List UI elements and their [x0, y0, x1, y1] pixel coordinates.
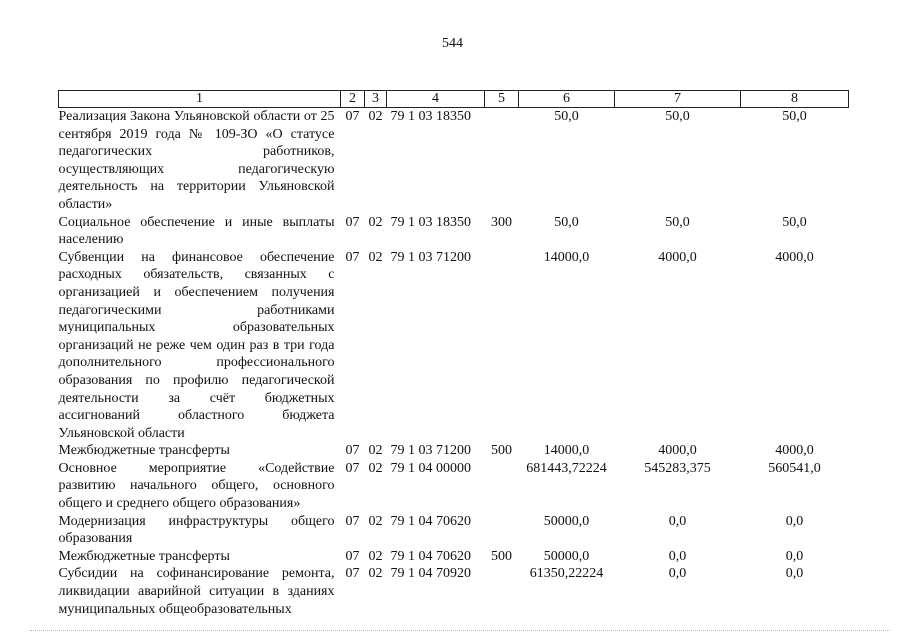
cell-section: 07 [345, 214, 360, 230]
cell-amount-6: 50,0 [554, 214, 579, 230]
cell-amount-8: 4000,0 [775, 249, 814, 265]
cell-target-code: 79 1 03 18350 [390, 214, 471, 230]
cell-amount-6: 14000,0 [543, 443, 590, 459]
cell-expense-type: 300 [491, 214, 512, 230]
cell-amount-7: 0,0 [668, 566, 687, 582]
cell-amount-6: 50000,0 [543, 513, 590, 529]
cell-section: 07 [345, 548, 360, 564]
cell-target-code: 79 1 03 18350 [390, 109, 471, 124]
table-row [59, 548, 849, 566]
cell-amount-7: 50,0 [665, 109, 690, 124]
cell-amount-8: 0,0 [785, 513, 804, 529]
cell-expense-type [485, 513, 519, 548]
cell-expense-type [485, 108, 519, 214]
cell-amount-6: 50,0 [554, 109, 579, 124]
cell-section: 07 [345, 249, 360, 265]
column-header: 3 [365, 91, 387, 108]
cell-amount-6: 50000,0 [543, 548, 590, 564]
table-row [59, 108, 849, 214]
cell-amount-8: 50,0 [782, 214, 807, 230]
page-number: 544 [442, 36, 463, 51]
table-row [59, 214, 849, 249]
cell-section: 07 [345, 109, 360, 124]
cell-section: 07 [345, 566, 360, 582]
cell-subsection: 02 [368, 566, 383, 582]
cell-amount-7: 4000,0 [658, 249, 697, 265]
cell-subsection: 02 [368, 249, 383, 265]
cell-amount-6: 681443,72224 [526, 460, 607, 476]
header-row [59, 91, 849, 108]
cell-target-code: 79 1 03 71200 [390, 249, 471, 265]
row-name: Межбюджетные трансферты [58, 548, 230, 564]
cell-subsection: 02 [368, 513, 383, 529]
row-name: Социальное обеспечение и иные выплаты населению [58, 214, 335, 248]
cell-expense-type: 500 [491, 443, 512, 459]
row-name: Межбюджетные трансферты [58, 443, 230, 459]
row-name: Субсидии на софинансирование ремонта, ликвидации аварийной ситуации в зданиях муниципальных общеобразовательных [58, 566, 335, 617]
cell-subsection: 02 [368, 214, 383, 230]
cell-amount-6: 14000,0 [543, 249, 590, 265]
column-header: 8 [741, 91, 849, 108]
cell-section: 07 [345, 460, 360, 476]
cell-subsection: 02 [368, 109, 383, 124]
cell-expense-type [485, 565, 519, 618]
column-header: 5 [485, 91, 519, 108]
cell-amount-8: 0,0 [785, 566, 804, 582]
cell-amount-8: 0,0 [785, 548, 804, 564]
cell-target-code: 79 1 04 70620 [390, 548, 471, 564]
column-header: 1 [59, 91, 341, 108]
column-header: 2 [341, 91, 365, 108]
cell-amount-7: 545283,375 [644, 460, 711, 476]
table-row [59, 249, 849, 443]
table-row [59, 565, 849, 618]
cell-amount-6: 61350,22224 [529, 566, 604, 582]
cell-subsection: 02 [368, 443, 383, 459]
table-row [59, 513, 849, 548]
cell-target-code: 79 1 04 70920 [390, 566, 471, 582]
cell-section: 07 [345, 443, 360, 459]
cell-subsection: 02 [368, 548, 383, 564]
cell-amount-7: 0,0 [668, 548, 687, 564]
budget-table [58, 90, 849, 618]
column-header: 4 [387, 91, 485, 108]
scan-edge-divider [30, 630, 890, 632]
cell-section: 07 [345, 513, 360, 529]
cell-expense-type [485, 460, 519, 513]
column-header: 7 [615, 91, 741, 108]
table-row [59, 460, 849, 513]
cell-subsection: 02 [368, 460, 383, 476]
row-name: Модернизация инфраструктуры общего образования [58, 513, 335, 547]
cell-amount-7: 4000,0 [658, 443, 697, 459]
cell-expense-type: 500 [491, 548, 512, 564]
table-row [59, 442, 849, 460]
cell-target-code: 79 1 03 71200 [390, 443, 471, 459]
cell-amount-8: 4000,0 [775, 443, 814, 459]
cell-target-code: 79 1 04 70620 [390, 513, 471, 529]
row-name: Реализация Закона Ульяновской области от 25 сентября 2019 года № 109-ЗО «О статусе педагогических работников, осуществляющих педагогическую деятельность на территории Ульяновской области» [58, 109, 335, 212]
row-name: Субвенции на финансовое обеспечение расходных обязательств, связанных с организацией и обеспечением получения педагогическими работниками муниципальных образовательных организаций не реже чем один раз в три года дополнительного профессионального образования по профилю педагогической деятельности за счёт бюджетных ассигнований областного бюджета Ульяновской области [58, 249, 335, 441]
cell-amount-7: 0,0 [668, 513, 687, 529]
cell-expense-type [485, 249, 519, 443]
cell-target-code: 79 1 04 00000 [390, 460, 471, 476]
cell-amount-8: 560541,0 [768, 460, 821, 476]
row-name: Основное мероприятие «Содействие развитию начального общего, основного общего и среднего общего образования» [58, 460, 335, 512]
cell-amount-7: 50,0 [665, 214, 690, 230]
column-header: 6 [519, 91, 615, 108]
cell-amount-8: 50,0 [782, 109, 807, 124]
